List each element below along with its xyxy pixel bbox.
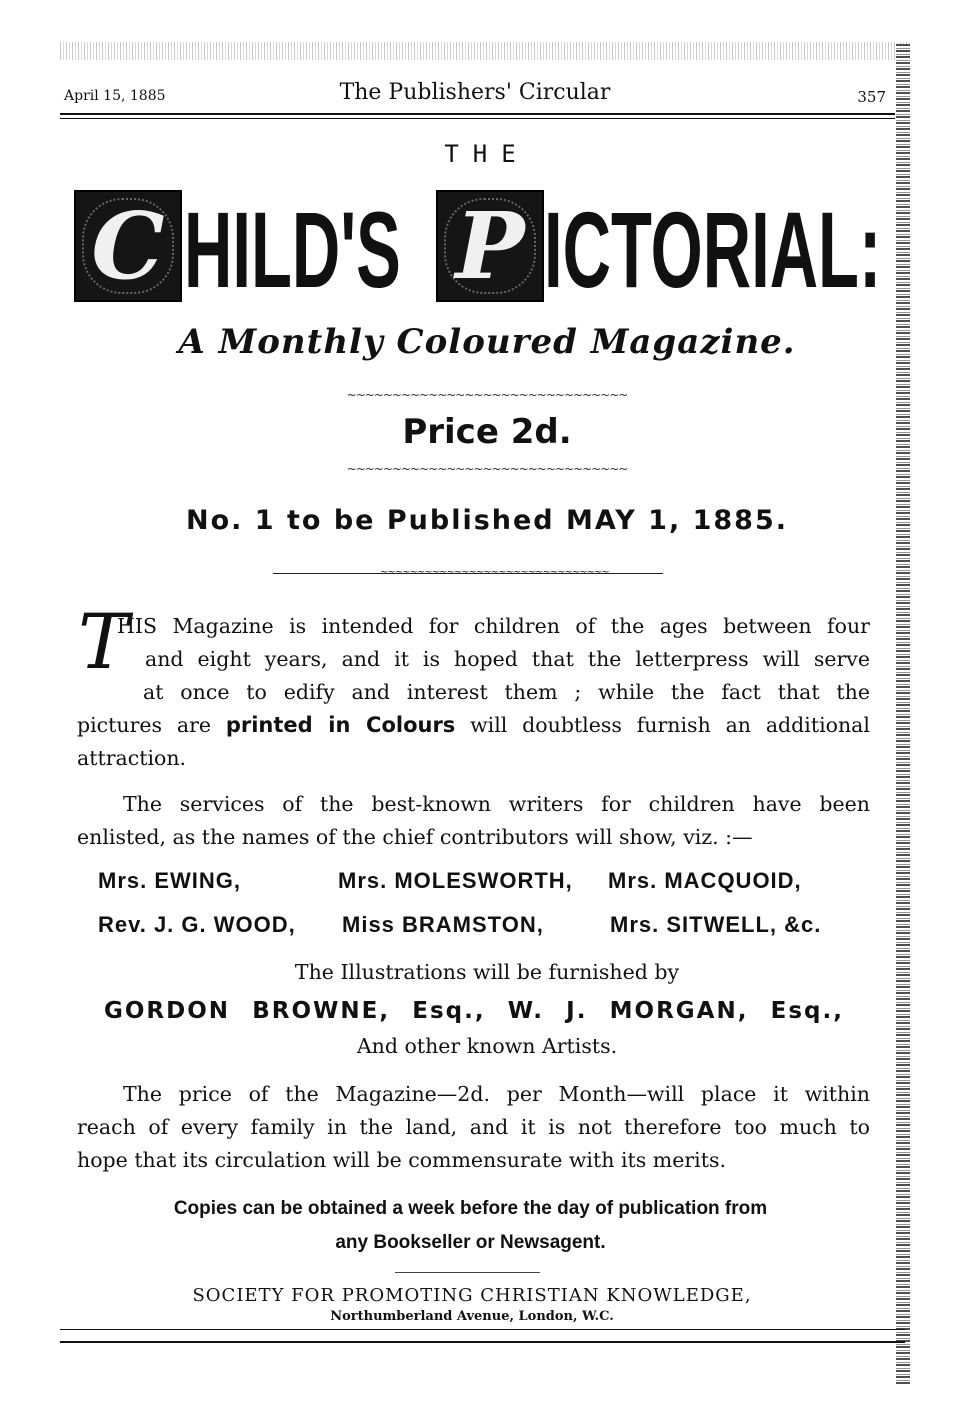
bottom-rule [60,1329,905,1330]
header-title: The Publishers' Circular [339,80,611,105]
contributors-row [98,912,888,956]
contributors-line: enlisted, as the names of the chief contributors will show, viz. :— [77,825,753,849]
availability-line: any Bookseller or Newsagent. [335,1232,606,1253]
header-rule [60,113,895,115]
price-line: hope that its circulation will be commensurate with its merits. [77,1148,726,1172]
availability-line: Copies can be obtained a week before the day of publication from [173,1198,768,1219]
separator-ornament: ~~~~~~~~~~~~~~~~~~~~~~~~~~~~~~~ [380,567,609,578]
header-rule-thin [60,118,895,119]
right-print-band [896,44,910,1384]
price-line: reach of every family in the land, and it is not therefore too much to [77,1115,870,1139]
initial-c-letter: C [91,192,165,300]
other-artists: And other known Artists. [356,1034,618,1058]
ornamental-initial-p [436,190,544,302]
intro-line: attraction. [77,746,187,770]
contributors-row [98,868,888,912]
contributor: Mrs. SITWELL, &c. [610,912,822,937]
running-header [60,78,890,110]
illustrations-intro: The Illustrations will be furnished by [294,960,680,984]
printed-in-colours-emphasis: printed in Colours [225,713,456,737]
intro-text: pictures are [77,713,212,737]
initial-p-letter: P [455,192,525,300]
publisher-address: Northumberland Avenue, London, W.C. [330,1309,614,1324]
availability-notice [78,1192,863,1260]
contributor: Miss BRAMSTON, [342,912,544,937]
wavy-ornament-top: ~~~~~~~~~~~~~~~~~~~~~~~~~~~~~~~ [346,388,628,402]
publication-date: No. 1 to be Published MAY 1, 1885. [185,505,789,536]
paragraph-contributors [77,788,870,854]
ornamental-initial-c [74,190,182,302]
intro-text: will doubtless furnish an additional [470,713,870,737]
publisher-name: SOCIETY FOR PROMOTING CHRISTIAN KNOWLEDGE, [192,1285,752,1306]
illustrators: GORDON BROWNE, Esq., W. J. MORGAN, Esq., [104,998,844,1024]
masthead-subtitle: A Monthly Coloured Magazine. [178,322,796,362]
intro-line: HIS Magazine is intended for children of the ages between four [117,614,870,638]
wavy-ornament-bottom: ~~~~~~~~~~~~~~~~~~~~~~~~~~~~~~~ [346,462,628,476]
masthead-word-childs: HILD'S [184,189,401,310]
masthead-word-pictorial: ICTORIAL: [544,189,882,310]
drop-cap: T [78,597,129,686]
intro-line [77,709,870,742]
header-page-number: 357 [857,88,886,106]
contributors-list [98,868,888,956]
intro-line: and eight years, and it is hoped that the letterpress will serve [145,647,870,671]
footer-separator [395,1272,540,1273]
contributor: Mrs. MACQUOID, [608,868,802,893]
contributor: Rev. J. G. WOOD, [98,912,296,937]
contributor: Mrs. EWING, [98,868,242,893]
top-print-band [60,42,910,60]
intro-line: at once to edify and interest them ; while the fact that the [143,680,870,704]
price-line: The price of the Magazine—2d. per Month—will place it within [123,1082,870,1106]
price: Price 2d. [402,412,572,452]
bottom-rule-thick [60,1341,905,1343]
contributors-line: The services of the best-known writers for children have been [123,792,870,816]
contributor: Mrs. MOLESWORTH, [338,868,573,893]
header-date: April 15, 1885 [64,88,166,104]
paragraph-price [77,1078,870,1177]
masthead-the: THE [444,140,530,168]
paragraph-intro [77,610,870,775]
masthead [74,189,884,310]
